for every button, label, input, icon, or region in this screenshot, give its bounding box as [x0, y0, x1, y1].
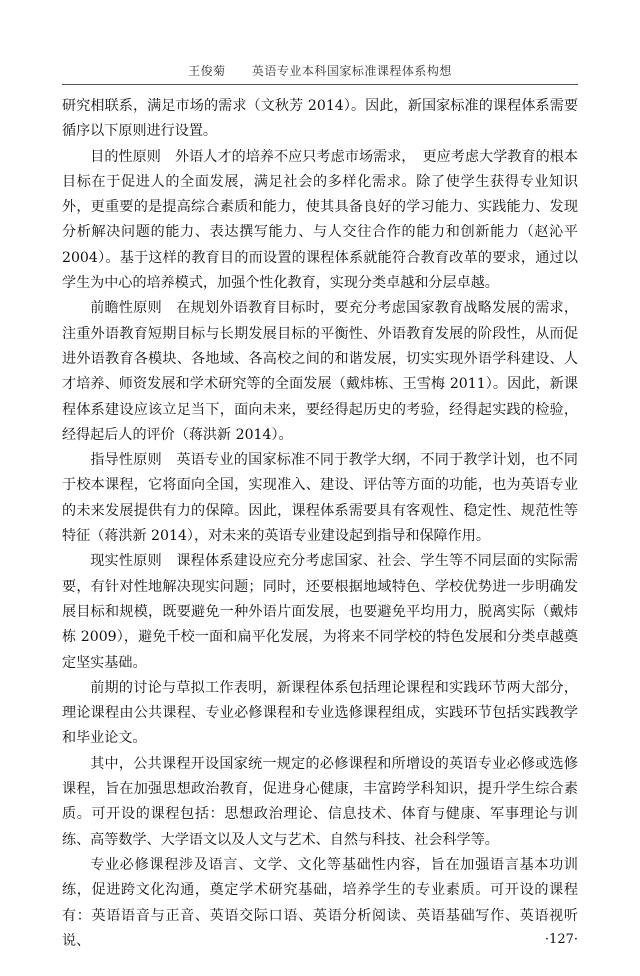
page-number: ·127·	[544, 932, 578, 947]
paragraph-reality-principle: 现实性原则 课程体系建设应充分考虑国家、社会、学生等不同层面的实际需要，有针对性地解决现实问题；同时，还要根据地域特色、学校优势进一步明确发展目标和规模，既要避免一种外语片面发展，也要避免平均用力，脱离实际（戴炜栋 2009），避免千校一面和扁平化发展，为将来不同学校的特色发展和分类卓越奠定坚实基础。	[62, 553, 578, 671]
article-body	[62, 94, 578, 954]
paragraph-guidance-principle: 指导性原则 英语专业的国家标准不同于教学大纲，不同于教学计划，也不同于校本课程，它将面向全国，实现准入、建设、评估等方面的功能，也为英语专业的未来发展提供有力的保障。因此，课程体系需要具有客观性、稳定性、规范性等特征（蒋洪新 2014），对未来的英语专业建设起到指导和保障作用。	[62, 452, 578, 545]
paragraph-continuation: 研究相联系，满足市场的需求（文秋芳 2014）。因此，新国家标准的课程体系需要循序以下原则进行设置。	[62, 98, 578, 140]
header-article-title: 英语专业本科国家标准课程体系构想	[251, 64, 452, 78]
header-divider	[62, 84, 578, 85]
running-header	[0, 62, 640, 79]
paragraph-required-courses: 专业必修课程涉及语言、文学、文化等基础性内容，旨在加强语言基本功训练，促进跨文化沟通，奠定学术研究基础，培养学生的专业素质。可开设的课程有：英语语音与正音、英语交际口语、英语分析阅读、英语基础写作、英语视听说、	[62, 856, 578, 949]
paragraph-public-courses: 其中，公共课程开设国家统一规定的必修课程和所增设的英语专业必修或选修课程，旨在加强思想政治教育，促进身心健康，丰富跨学科知识，提升学生综合素质。可开设的课程包括：思想政治理论、信息技术、体育与健康、军事理论与训练、高等数学、大学语文以及人文与艺术、自然与科技、社会科学等。	[62, 755, 578, 848]
paragraph-purpose-principle: 目的性原则 外语人才的培养不应只考虑市场需求， 更应考虑大学教育的根本目标在于促进人的全面发展，满足社会的多样化需求。除了使学生获得专业知识外，更重要的是提高综合素质和能力，使其具备良好的学习能力、实践能力、发现分析解决问题的能力、表达撰写能力、与人交往合作的能力和创新能力（赵沁平 2004）。基于这样的教育目的而设置的课程体系就能符合教育改革的要求，通过以学生为中心的培养模式，加强个性化教育，实现分类卓越和分层卓越。	[62, 148, 578, 292]
paragraph-forward-looking-principle: 前瞻性原则 在规划外语教育目标时，要充分考虑国家教育战略发展的需求，注重外语教育短期目标与长期发展目标的平衡性、外语教育发展的阶段性，从而促进外语教育各模块、各地域、各高校之间的和谐发展，切实实现外语学科建设、人才培养、师资发展和学术研究等的全面发展（戴炜栋、王雪梅 2011）。因此，新课程体系建设应该立足当下，面向未来，要经得起历史的考验，经得起实践的检验，经得起后人的评价（蒋洪新 2014）。	[62, 300, 578, 443]
header-author: 王俊菊	[188, 64, 226, 78]
paragraph-curriculum-structure: 前期的讨论与草拟工作表明，新课程体系包括理论课程和实践环节两大部分，理论课程由公共课程、专业必修课程和专业选修课程组成，实践环节包括实践教学和毕业论文。	[62, 679, 578, 747]
